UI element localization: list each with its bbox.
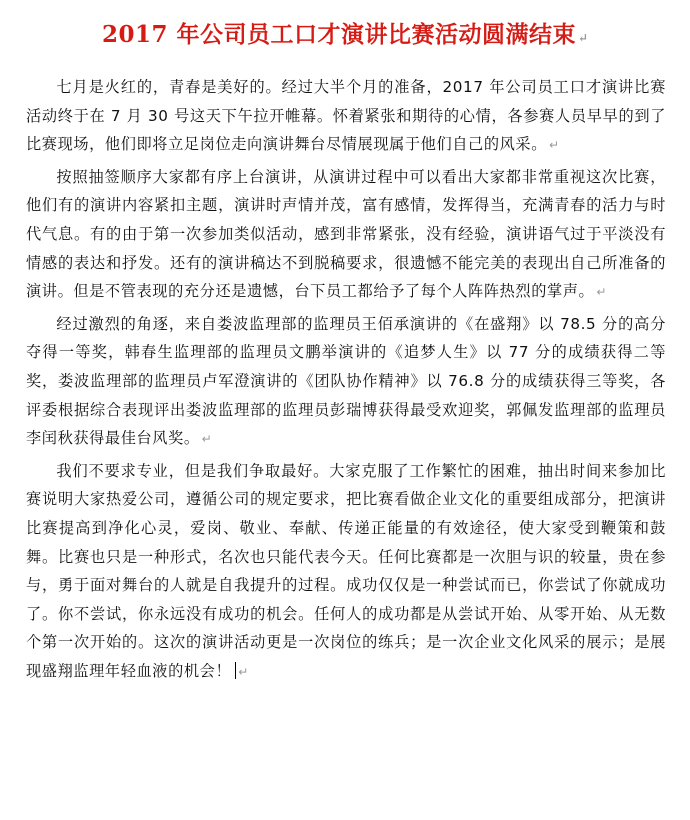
- paragraph[interactable]: [26, 310, 666, 454]
- paragraph[interactable]: [26, 73, 666, 160]
- paragraph-mark-icon: ↵: [596, 285, 607, 300]
- text-cursor: [235, 662, 236, 679]
- paragraph-mark-icon: ↵: [238, 664, 249, 679]
- paragraph-mark-icon: ↵: [549, 138, 560, 153]
- document-body[interactable]: [26, 73, 666, 689]
- title-text: 2017 年公司员工口才演讲比赛活动圆满结束: [101, 21, 576, 48]
- document-title[interactable]: [22, 20, 668, 53]
- paragraph-text: 我们不要求专业，但是我们争取最好。大家克服了工作繁忙的困难，抽出时间来参加比赛说明大家热爱公司，遵循公司的规定要求，把比赛看做企业文化的重要组成部分，把演讲比赛提高到净化心灵，爱岗、敬业、奉献、传递正能量的有效途径，使大家受到鞭策和鼓舞。比赛也只是一种形式，名次也只能代表今天。任何比赛都是一次胆与识的较量，贵在参与，勇于面对舞台的人就是自我提升的过程。成功仅仅是一种尝试而已，你尝试了你就成功了。你不尝试，你永远没有成功的机会。任何人的成功都是从尝试开始、从零开始、从无数个第一次开始的。这次的演讲活动更是一次岗位的练兵；是一次企业文化风采的展示；是展现盛翔监理年轻血液的机会！: [26, 461, 666, 680]
- paragraph-text: 经过激烈的角逐，来自娄波监理部的监理员王佰承演讲的《在盛翔》以 78.5 分的高分夺得一等奖，韩春生监理部的监理员文鹏举演讲的《追梦人生》以 77 分的成绩获得二等奖，娄波监理部的监理员卢军澄演讲的《团队协作精神》以 76.8 分的成绩获得三等奖，各评委根据综合表现评出娄波监理部的监理员彭瑞博获得最受欢迎奖，郭佩发监理部的监理员李闰秋获得最佳台风奖。: [26, 314, 666, 448]
- paragraph[interactable]: [26, 457, 666, 687]
- paragraph-mark-icon: ↵: [201, 432, 212, 447]
- paragraph-mark-icon: ↵: [577, 31, 589, 45]
- paragraph-text: 按照抽签顺序大家都有序上台演讲，从演讲过程中可以看出大家都非常重视这次比赛，他们有的演讲内容紧扣主题，演讲时声情并茂，富有感情，发挥得当，充满青春的活力与时代气息。有的由于第一次参加类似活动，感到非常紧张，没有经验，演讲语气过于平淡没有情感的表达和抒发。还有的演讲稿达不到脱稿要求，很遗憾不能完美的表现出自己所准备的演讲。但是不管表现的充分还是遗憾，台下员工都给予了每个人阵阵热烈的掌声。: [26, 167, 666, 301]
- paragraph[interactable]: [26, 163, 666, 307]
- paragraph-text: 七月是火红的，青春是美好的。经过大半个月的准备，2017 年公司员工口才演讲比赛活动终于在 7 月 30 号这天下午拉开帷幕。怀着紧张和期待的心情，各参赛人员早早的到了比赛现场，他们即将立足岗位走向演讲舞台尽情展现属于他们自己的风采。: [26, 78, 666, 154]
